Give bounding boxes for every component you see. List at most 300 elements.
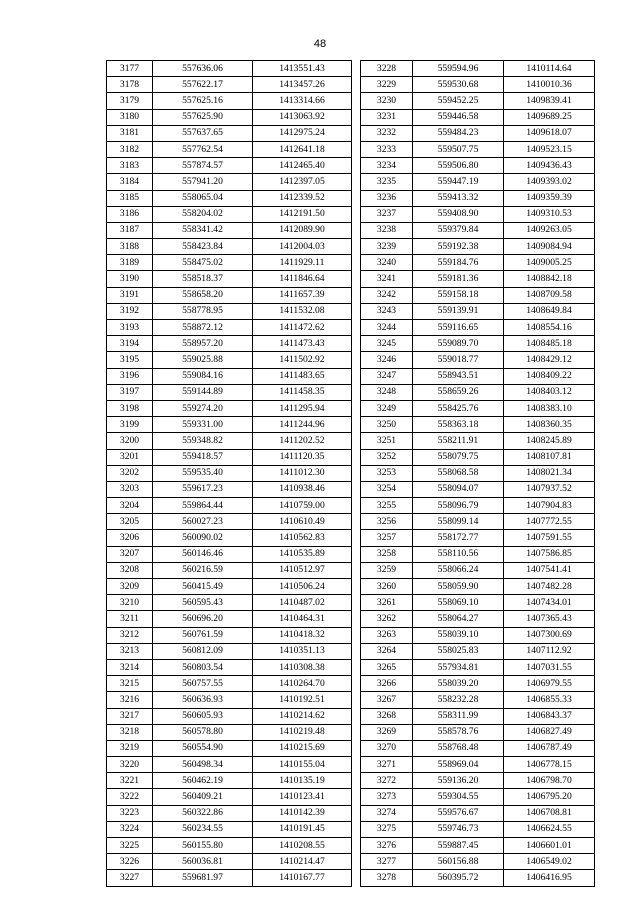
point-number-cell: 3275 — [361, 821, 413, 837]
y-coordinate-cell: 1407591.55 — [504, 530, 595, 546]
y-coordinate-cell: 1406549.02 — [504, 854, 595, 870]
point-number-cell: 3277 — [361, 854, 413, 870]
x-coordinate-cell: 560554.90 — [153, 740, 253, 756]
table-row — [107, 724, 352, 740]
x-coordinate-cell: 557625.90 — [153, 109, 253, 125]
table-row — [107, 287, 352, 303]
x-coordinate-cell: 559018.77 — [413, 352, 504, 368]
x-coordinate-cell: 560415.49 — [153, 579, 253, 595]
y-coordinate-cell: 1411458.35 — [253, 384, 352, 400]
point-number-cell: 3194 — [107, 336, 153, 352]
y-coordinate-cell: 1411202.52 — [253, 433, 352, 449]
table-row — [361, 384, 595, 400]
table-row — [107, 595, 352, 611]
table-row — [361, 514, 595, 530]
table-row — [107, 93, 352, 109]
x-coordinate-cell: 558232.28 — [413, 692, 504, 708]
y-coordinate-cell: 1408383.10 — [504, 400, 595, 416]
point-number-cell: 3211 — [107, 611, 153, 627]
table-row — [361, 643, 595, 659]
y-coordinate-cell: 1406855.33 — [504, 692, 595, 708]
y-coordinate-cell: 1413063.92 — [253, 109, 352, 125]
table-row — [107, 627, 352, 643]
table-row — [107, 141, 352, 157]
x-coordinate-cell: 560234.55 — [153, 821, 253, 837]
x-coordinate-cell: 558778.95 — [153, 303, 253, 319]
point-number-cell: 3230 — [361, 93, 413, 109]
table-row — [361, 93, 595, 109]
point-number-cell: 3219 — [107, 740, 153, 756]
y-coordinate-cell: 1411012.30 — [253, 465, 352, 481]
point-number-cell: 3188 — [107, 239, 153, 255]
point-number-cell: 3205 — [107, 514, 153, 530]
y-coordinate-cell: 1410351.13 — [253, 643, 352, 659]
table-row — [107, 303, 352, 319]
y-coordinate-cell: 1412339.52 — [253, 190, 352, 206]
y-coordinate-cell: 1410155.04 — [253, 757, 352, 773]
y-coordinate-cell: 1406979.55 — [504, 676, 595, 692]
point-number-cell: 3195 — [107, 352, 153, 368]
x-coordinate-cell: 558341.42 — [153, 222, 253, 238]
table-row — [361, 255, 595, 271]
x-coordinate-cell: 559446.58 — [413, 109, 504, 125]
y-coordinate-cell: 1411532.08 — [253, 303, 352, 319]
y-coordinate-cell: 1408403.12 — [504, 384, 595, 400]
x-coordinate-cell: 559507.75 — [413, 141, 504, 157]
point-number-cell: 3220 — [107, 757, 153, 773]
y-coordinate-cell: 1409689.25 — [504, 109, 595, 125]
x-coordinate-cell: 558578.76 — [413, 724, 504, 740]
point-number-cell: 3223 — [107, 805, 153, 821]
y-coordinate-cell: 1413457.26 — [253, 77, 352, 93]
y-coordinate-cell: 1410418.32 — [253, 627, 352, 643]
table-row — [361, 498, 595, 514]
x-coordinate-cell: 559348.82 — [153, 433, 253, 449]
x-coordinate-cell: 557934.81 — [413, 659, 504, 675]
coordinates-table-right — [360, 60, 595, 887]
table-row — [107, 821, 352, 837]
y-coordinate-cell: 1406601.01 — [504, 838, 595, 854]
point-number-cell: 3270 — [361, 740, 413, 756]
y-coordinate-cell: 1410192.51 — [253, 692, 352, 708]
table-row — [107, 255, 352, 271]
point-number-cell: 3254 — [361, 481, 413, 497]
x-coordinate-cell: 559084.16 — [153, 368, 253, 384]
x-coordinate-cell: 560605.93 — [153, 708, 253, 724]
point-number-cell: 3206 — [107, 530, 153, 546]
table-row — [361, 676, 595, 692]
table-row — [107, 676, 352, 692]
point-number-cell: 3265 — [361, 659, 413, 675]
y-coordinate-cell: 1410759.00 — [253, 498, 352, 514]
y-coordinate-cell: 1406708.81 — [504, 805, 595, 821]
y-coordinate-cell: 1406827.49 — [504, 724, 595, 740]
y-coordinate-cell: 1410938.46 — [253, 481, 352, 497]
table-row — [107, 400, 352, 416]
table-row — [107, 384, 352, 400]
table-row — [361, 562, 595, 578]
point-number-cell: 3202 — [107, 465, 153, 481]
table-row — [361, 320, 595, 336]
y-coordinate-cell: 1406416.95 — [504, 870, 595, 886]
point-number-cell: 3221 — [107, 773, 153, 789]
table-row — [361, 530, 595, 546]
x-coordinate-cell: 558025.83 — [413, 643, 504, 659]
table-row — [107, 158, 352, 174]
point-number-cell: 3240 — [361, 255, 413, 271]
y-coordinate-cell: 1410191.45 — [253, 821, 352, 837]
y-coordinate-cell: 1411472.62 — [253, 320, 352, 336]
point-number-cell: 3213 — [107, 643, 153, 659]
x-coordinate-cell: 557762.54 — [153, 141, 253, 157]
point-number-cell: 3229 — [361, 77, 413, 93]
x-coordinate-cell: 559181.36 — [413, 271, 504, 287]
y-coordinate-cell: 1407586.85 — [504, 546, 595, 562]
y-coordinate-cell: 1408245.89 — [504, 433, 595, 449]
point-number-cell: 3209 — [107, 579, 153, 595]
y-coordinate-cell: 1407904.83 — [504, 498, 595, 514]
table-row — [361, 158, 595, 174]
point-number-cell: 3225 — [107, 838, 153, 854]
point-number-cell: 3245 — [361, 336, 413, 352]
point-number-cell: 3208 — [107, 562, 153, 578]
x-coordinate-cell: 559331.00 — [153, 417, 253, 433]
y-coordinate-cell: 1412191.50 — [253, 206, 352, 222]
x-coordinate-cell: 560156.88 — [413, 854, 504, 870]
y-coordinate-cell: 1407937.52 — [504, 481, 595, 497]
table-row — [107, 109, 352, 125]
point-number-cell: 3217 — [107, 708, 153, 724]
table-row — [361, 465, 595, 481]
x-coordinate-cell: 560027.23 — [153, 514, 253, 530]
y-coordinate-cell: 1410506.24 — [253, 579, 352, 595]
y-coordinate-cell: 1410464.31 — [253, 611, 352, 627]
table-row — [361, 627, 595, 643]
y-coordinate-cell: 1406624.55 — [504, 821, 595, 837]
x-coordinate-cell: 558659.26 — [413, 384, 504, 400]
table-row — [361, 336, 595, 352]
table-row — [361, 271, 595, 287]
y-coordinate-cell: 1412397.05 — [253, 174, 352, 190]
point-number-cell: 3267 — [361, 692, 413, 708]
y-coordinate-cell: 1408709.58 — [504, 287, 595, 303]
point-number-cell: 3236 — [361, 190, 413, 206]
point-number-cell: 3238 — [361, 222, 413, 238]
x-coordinate-cell: 559484.23 — [413, 125, 504, 141]
point-number-cell: 3233 — [361, 141, 413, 157]
x-coordinate-cell: 559274.20 — [153, 400, 253, 416]
point-number-cell: 3200 — [107, 433, 153, 449]
y-coordinate-cell: 1412004.03 — [253, 239, 352, 255]
table-row — [361, 805, 595, 821]
x-coordinate-cell: 560155.80 — [153, 838, 253, 854]
y-coordinate-cell: 1411483.65 — [253, 368, 352, 384]
table-row — [361, 659, 595, 675]
x-coordinate-cell: 558172.77 — [413, 530, 504, 546]
y-coordinate-cell: 1410214.62 — [253, 708, 352, 724]
table-row — [107, 336, 352, 352]
table-row — [361, 611, 595, 627]
x-coordinate-cell: 558094.07 — [413, 481, 504, 497]
y-coordinate-cell: 1408649.84 — [504, 303, 595, 319]
y-coordinate-cell: 1411295.94 — [253, 400, 352, 416]
table-row — [361, 77, 595, 93]
x-coordinate-cell: 560578.80 — [153, 724, 253, 740]
table-row — [361, 449, 595, 465]
x-coordinate-cell: 558069.10 — [413, 595, 504, 611]
point-number-cell: 3192 — [107, 303, 153, 319]
x-coordinate-cell: 557622.17 — [153, 77, 253, 93]
x-coordinate-cell: 558311.99 — [413, 708, 504, 724]
x-coordinate-cell: 558039.20 — [413, 676, 504, 692]
y-coordinate-cell: 1407112.92 — [504, 643, 595, 659]
x-coordinate-cell: 560395.72 — [413, 870, 504, 886]
table-row — [107, 773, 352, 789]
y-coordinate-cell: 1410010.36 — [504, 77, 595, 93]
y-coordinate-cell: 1412465.40 — [253, 158, 352, 174]
point-number-cell: 3222 — [107, 789, 153, 805]
y-coordinate-cell: 1409436.43 — [504, 158, 595, 174]
y-coordinate-cell: 1407541.41 — [504, 562, 595, 578]
table-row — [107, 546, 352, 562]
point-number-cell: 3271 — [361, 757, 413, 773]
x-coordinate-cell: 559304.55 — [413, 789, 504, 805]
table-row — [107, 514, 352, 530]
x-coordinate-cell: 557625.16 — [153, 93, 253, 109]
table-row — [361, 724, 595, 740]
x-coordinate-cell: 559530.68 — [413, 77, 504, 93]
x-coordinate-cell: 558943.51 — [413, 368, 504, 384]
y-coordinate-cell: 1410214.47 — [253, 854, 352, 870]
point-number-cell: 3214 — [107, 659, 153, 675]
x-coordinate-cell: 559506.80 — [413, 158, 504, 174]
table-row — [107, 125, 352, 141]
y-coordinate-cell: 1410123.41 — [253, 789, 352, 805]
table-row — [107, 352, 352, 368]
table-row — [361, 125, 595, 141]
x-coordinate-cell: 558969.04 — [413, 757, 504, 773]
table-row — [107, 530, 352, 546]
x-coordinate-cell: 559158.18 — [413, 287, 504, 303]
y-coordinate-cell: 1409310.53 — [504, 206, 595, 222]
x-coordinate-cell: 559746.73 — [413, 821, 504, 837]
y-coordinate-cell: 1408485.18 — [504, 336, 595, 352]
table-row — [107, 174, 352, 190]
y-coordinate-cell: 1406795.20 — [504, 789, 595, 805]
y-coordinate-cell: 1407434.01 — [504, 595, 595, 611]
table-row — [107, 368, 352, 384]
point-number-cell: 3183 — [107, 158, 153, 174]
table-row — [361, 546, 595, 562]
y-coordinate-cell: 1411657.39 — [253, 287, 352, 303]
x-coordinate-cell: 558066.24 — [413, 562, 504, 578]
x-coordinate-cell: 559139.91 — [413, 303, 504, 319]
table-row — [107, 239, 352, 255]
y-coordinate-cell: 1408021.34 — [504, 465, 595, 481]
table-row — [107, 61, 352, 77]
y-coordinate-cell: 1411244.96 — [253, 417, 352, 433]
table-row — [361, 481, 595, 497]
x-coordinate-cell: 560409.21 — [153, 789, 253, 805]
table-row — [107, 190, 352, 206]
point-number-cell: 3263 — [361, 627, 413, 643]
x-coordinate-cell: 560761.59 — [153, 627, 253, 643]
table-row — [361, 352, 595, 368]
point-number-cell: 3276 — [361, 838, 413, 854]
y-coordinate-cell: 1409005.25 — [504, 255, 595, 271]
y-coordinate-cell: 1407031.55 — [504, 659, 595, 675]
point-number-cell: 3198 — [107, 400, 153, 416]
point-number-cell: 3231 — [361, 109, 413, 125]
point-number-cell: 3193 — [107, 320, 153, 336]
point-number-cell: 3242 — [361, 287, 413, 303]
table-row — [361, 838, 595, 854]
y-coordinate-cell: 1408409.22 — [504, 368, 595, 384]
y-coordinate-cell: 1407772.55 — [504, 514, 595, 530]
x-coordinate-cell: 558872.12 — [153, 320, 253, 336]
table-row — [107, 870, 352, 886]
table-row — [361, 222, 595, 238]
x-coordinate-cell: 559408.90 — [413, 206, 504, 222]
x-coordinate-cell: 558059.90 — [413, 579, 504, 595]
x-coordinate-cell: 558064.27 — [413, 611, 504, 627]
y-coordinate-cell: 1413551.43 — [253, 61, 352, 77]
point-number-cell: 3207 — [107, 546, 153, 562]
point-number-cell: 3215 — [107, 676, 153, 692]
y-coordinate-cell: 1410308.38 — [253, 659, 352, 675]
x-coordinate-cell: 560498.34 — [153, 757, 253, 773]
point-number-cell: 3262 — [361, 611, 413, 627]
x-coordinate-cell: 559192.38 — [413, 239, 504, 255]
table-row — [361, 821, 595, 837]
table-row — [361, 595, 595, 611]
x-coordinate-cell: 558079.75 — [413, 449, 504, 465]
table-row — [361, 303, 595, 319]
point-number-cell: 3256 — [361, 514, 413, 530]
point-number-cell: 3249 — [361, 400, 413, 416]
x-coordinate-cell: 559413.32 — [413, 190, 504, 206]
table-row — [107, 77, 352, 93]
point-number-cell: 3224 — [107, 821, 153, 837]
point-number-cell: 3264 — [361, 643, 413, 659]
y-coordinate-cell: 1411846.64 — [253, 271, 352, 287]
y-coordinate-cell: 1408842.18 — [504, 271, 595, 287]
table-row — [107, 659, 352, 675]
point-number-cell: 3250 — [361, 417, 413, 433]
point-number-cell: 3237 — [361, 206, 413, 222]
point-number-cell: 3180 — [107, 109, 153, 125]
y-coordinate-cell: 1407300.69 — [504, 627, 595, 643]
table-row — [107, 740, 352, 756]
table-row — [107, 271, 352, 287]
point-number-cell: 3199 — [107, 417, 153, 433]
point-number-cell: 3210 — [107, 595, 153, 611]
point-number-cell: 3191 — [107, 287, 153, 303]
point-number-cell: 3255 — [361, 498, 413, 514]
x-coordinate-cell: 560216.59 — [153, 562, 253, 578]
y-coordinate-cell: 1406778.15 — [504, 757, 595, 773]
y-coordinate-cell: 1411502.92 — [253, 352, 352, 368]
table-row — [361, 870, 595, 886]
x-coordinate-cell: 559447.19 — [413, 174, 504, 190]
y-coordinate-cell: 1410114.64 — [504, 61, 595, 77]
table-row — [361, 206, 595, 222]
point-number-cell: 3241 — [361, 271, 413, 287]
x-coordinate-cell: 558039.10 — [413, 627, 504, 643]
x-coordinate-cell: 558363.18 — [413, 417, 504, 433]
table-row — [107, 805, 352, 821]
point-number-cell: 3182 — [107, 141, 153, 157]
table-row — [361, 141, 595, 157]
point-number-cell: 3243 — [361, 303, 413, 319]
x-coordinate-cell: 559864.44 — [153, 498, 253, 514]
table-row — [107, 611, 352, 627]
table-row — [107, 449, 352, 465]
y-coordinate-cell: 1410562.83 — [253, 530, 352, 546]
point-number-cell: 3272 — [361, 773, 413, 789]
point-number-cell: 3227 — [107, 870, 153, 886]
x-coordinate-cell: 559576.67 — [413, 805, 504, 821]
x-coordinate-cell: 560090.02 — [153, 530, 253, 546]
table-row — [361, 708, 595, 724]
table-row — [107, 433, 352, 449]
table-row — [107, 498, 352, 514]
x-coordinate-cell: 559681.97 — [153, 870, 253, 886]
point-number-cell: 3278 — [361, 870, 413, 886]
y-coordinate-cell: 1409523.15 — [504, 141, 595, 157]
point-number-cell: 3218 — [107, 724, 153, 740]
point-number-cell: 3196 — [107, 368, 153, 384]
x-coordinate-cell: 558211.91 — [413, 433, 504, 449]
y-coordinate-cell: 1409359.39 — [504, 190, 595, 206]
x-coordinate-cell: 557637.65 — [153, 125, 253, 141]
table-row — [361, 400, 595, 416]
y-coordinate-cell: 1412641.18 — [253, 141, 352, 157]
y-coordinate-cell: 1409618.07 — [504, 125, 595, 141]
y-coordinate-cell: 1411120.35 — [253, 449, 352, 465]
table-row — [361, 174, 595, 190]
point-number-cell: 3197 — [107, 384, 153, 400]
y-coordinate-cell: 1410215.69 — [253, 740, 352, 756]
table-row — [107, 320, 352, 336]
point-number-cell: 3248 — [361, 384, 413, 400]
point-number-cell: 3260 — [361, 579, 413, 595]
point-number-cell: 3246 — [361, 352, 413, 368]
table-row — [107, 562, 352, 578]
y-coordinate-cell: 1412089.90 — [253, 222, 352, 238]
x-coordinate-cell: 559144.89 — [153, 384, 253, 400]
x-coordinate-cell: 560803.54 — [153, 659, 253, 675]
table-row — [361, 368, 595, 384]
y-coordinate-cell: 1408360.35 — [504, 417, 595, 433]
point-number-cell: 3234 — [361, 158, 413, 174]
table-row — [361, 287, 595, 303]
x-coordinate-cell: 560757.55 — [153, 676, 253, 692]
point-number-cell: 3186 — [107, 206, 153, 222]
x-coordinate-cell: 558110.56 — [413, 546, 504, 562]
table-row — [107, 481, 352, 497]
x-coordinate-cell: 558204.02 — [153, 206, 253, 222]
y-coordinate-cell: 1408107.81 — [504, 449, 595, 465]
point-number-cell: 3184 — [107, 174, 153, 190]
y-coordinate-cell: 1409263.05 — [504, 222, 595, 238]
y-coordinate-cell: 1409839.41 — [504, 93, 595, 109]
table-row — [361, 417, 595, 433]
point-number-cell: 3269 — [361, 724, 413, 740]
y-coordinate-cell: 1406787.49 — [504, 740, 595, 756]
x-coordinate-cell: 558425.76 — [413, 400, 504, 416]
table-row — [107, 838, 352, 854]
